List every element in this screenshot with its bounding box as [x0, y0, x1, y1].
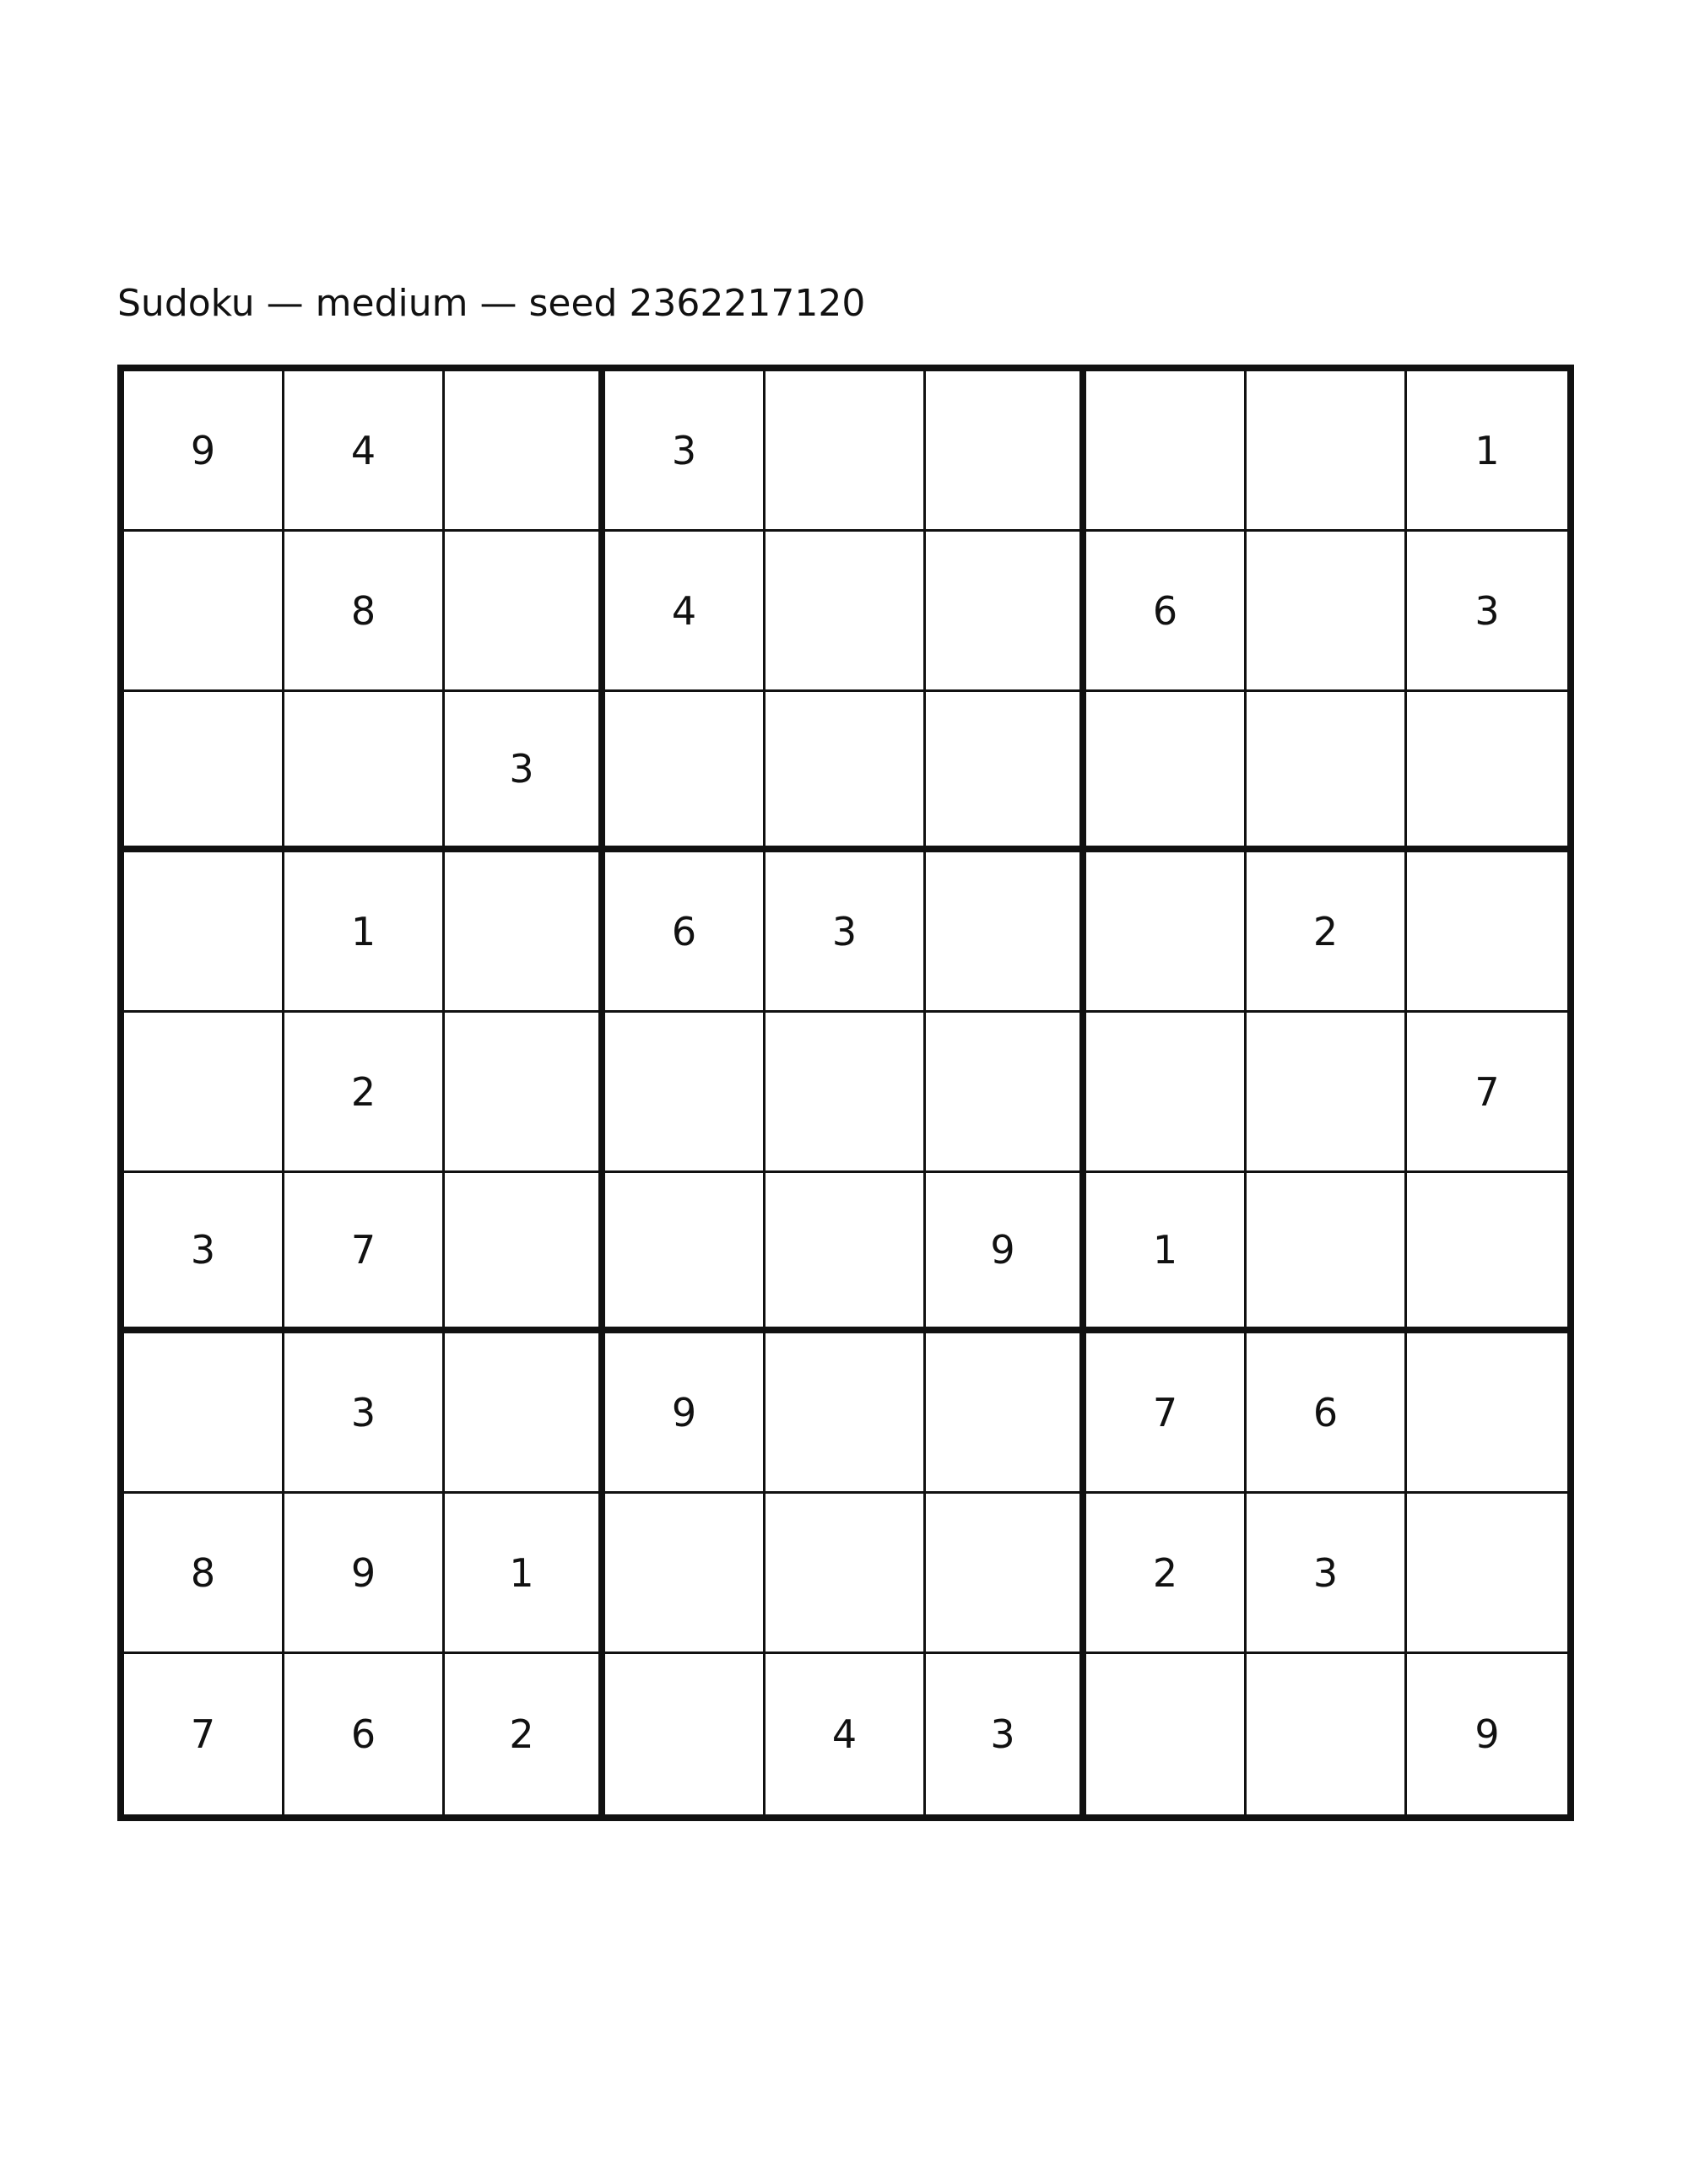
sudoku-cell-r7-c1[interactable]	[124, 1333, 284, 1494]
sudoku-cell-r6-c3[interactable]	[445, 1173, 605, 1333]
sudoku-cell-r2-c7[interactable]: 6	[1086, 532, 1247, 692]
sudoku-cell-r6-c8[interactable]	[1247, 1173, 1407, 1333]
sudoku-cell-r3-c4[interactable]	[605, 692, 766, 852]
sudoku-cell-r8-c5[interactable]	[766, 1494, 926, 1654]
sudoku-cell-r1-c6[interactable]	[926, 371, 1086, 532]
sudoku-cell-r8-c1[interactable]: 8	[124, 1494, 284, 1654]
sudoku-cell-r5-c6[interactable]	[926, 1013, 1086, 1173]
sudoku-cell-r3-c1[interactable]	[124, 692, 284, 852]
sudoku-cell-r4-c3[interactable]	[445, 852, 605, 1013]
sudoku-cell-r3-c6[interactable]	[926, 692, 1086, 852]
sudoku-cell-r5-c4[interactable]	[605, 1013, 766, 1173]
sudoku-cell-r1-c3[interactable]	[445, 371, 605, 532]
sudoku-cell-r9-c3[interactable]: 2	[445, 1654, 605, 1814]
sudoku-cell-r6-c5[interactable]	[766, 1173, 926, 1333]
sudoku-cell-r9-c9[interactable]: 9	[1474, 1711, 1500, 1757]
sudoku-cell-r6-c1[interactable]: 3	[124, 1173, 284, 1333]
sudoku-cell-r4-c5[interactable]: 3	[766, 852, 926, 1013]
sudoku-cell-r3-c2[interactable]	[284, 692, 445, 852]
sudoku-cell-r7-c3[interactable]	[445, 1333, 605, 1494]
sudoku-cell-r8-c6[interactable]	[926, 1494, 1086, 1654]
sudoku-cell-r4-c4[interactable]: 6	[605, 852, 766, 1013]
sudoku-cell-r6-c4[interactable]	[605, 1173, 766, 1333]
sudoku-cell-r5-c3[interactable]	[445, 1013, 605, 1173]
sudoku-cell-r1-c8[interactable]	[1247, 371, 1407, 532]
sudoku-cell-r2-c8[interactable]	[1247, 532, 1407, 692]
sudoku-cell-r1-c9[interactable]: 1	[1407, 371, 1567, 532]
sudoku-cell-r5-c1[interactable]	[124, 1013, 284, 1173]
sudoku-cell-r4-c2[interactable]: 1	[284, 852, 445, 1013]
sudoku-cell-r7-c6[interactable]	[926, 1333, 1086, 1494]
sudoku-cell-r3-c8[interactable]	[1247, 692, 1407, 852]
sudoku-cell-r7-c9[interactable]	[1407, 1333, 1567, 1494]
sudoku-cell-r9-c1[interactable]: 7	[124, 1654, 284, 1814]
sudoku-cell-r9-c8[interactable]	[1247, 1654, 1407, 1814]
sudoku-cell-r2-c5[interactable]	[766, 532, 926, 692]
sudoku-cell-r5-c8[interactable]	[1247, 1013, 1407, 1173]
sudoku-cell-r9-c5[interactable]: 4	[766, 1654, 926, 1814]
sudoku-cell-r9-c4[interactable]	[605, 1654, 766, 1814]
sudoku-cell-r8-c7[interactable]: 2	[1086, 1494, 1247, 1654]
sudoku-cell-r1-c7[interactable]	[1086, 371, 1247, 532]
sudoku-cell-r9-c7[interactable]	[1086, 1654, 1247, 1814]
sudoku-cell-r5-c9[interactable]: 7	[1407, 1013, 1567, 1173]
sudoku-cell-r6-c9[interactable]	[1407, 1173, 1567, 1333]
sudoku-cell-r4-c7[interactable]	[1086, 852, 1247, 1013]
sudoku-cell-r7-c8[interactable]: 6	[1247, 1333, 1407, 1494]
puzzle-title: Sudoku — medium — seed 2362217120	[117, 282, 866, 325]
sudoku-cell-r2-c3[interactable]	[445, 532, 605, 692]
sudoku-cell-r6-c2[interactable]: 7	[284, 1173, 445, 1333]
sudoku-cell-r4-c1[interactable]	[124, 852, 284, 1013]
sudoku-cell-r8-c8[interactable]: 3	[1247, 1494, 1407, 1654]
sudoku-cell-r9-c2[interactable]: 6	[284, 1654, 445, 1814]
sudoku-cell-r4-c6[interactable]	[926, 852, 1086, 1013]
sudoku-cell-r1-c1[interactable]: 9	[124, 371, 284, 532]
sudoku-cell-r9-c6[interactable]: 3	[926, 1654, 1086, 1814]
sudoku-cell-r2-c6[interactable]	[926, 532, 1086, 692]
sudoku-cell-r2-c2[interactable]: 8	[284, 532, 445, 692]
sudoku-cell-r6-c6[interactable]: 9	[926, 1173, 1086, 1333]
sudoku-cell-r2-c1[interactable]	[124, 532, 284, 692]
sudoku-cell-r5-c7[interactable]	[1086, 1013, 1247, 1173]
sudoku-cell-r7-c5[interactable]	[766, 1333, 926, 1494]
sudoku-cell-r8-c4[interactable]	[605, 1494, 766, 1654]
sudoku-cell-r1-c5[interactable]	[766, 371, 926, 532]
sudoku-cell-r2-c4[interactable]: 4	[605, 532, 766, 692]
sudoku-cell-r6-c7[interactable]: 1	[1086, 1173, 1247, 1333]
sudoku-cell-r5-c2[interactable]: 2	[284, 1013, 445, 1173]
sudoku-cell-r5-c5[interactable]	[766, 1013, 926, 1173]
sudoku-cell-r7-c4[interactable]: 9	[605, 1333, 766, 1494]
sudoku-cell-r1-c4[interactable]: 3	[605, 371, 766, 532]
sudoku-board	[117, 365, 1574, 1821]
sudoku-cell-r7-c7[interactable]: 7	[1086, 1333, 1247, 1494]
sudoku-cell-r4-c8[interactable]: 2	[1247, 852, 1407, 1013]
sudoku-cell-r3-c9[interactable]	[1407, 692, 1567, 852]
sudoku-cell-r3-c7[interactable]	[1086, 692, 1247, 852]
sudoku-cell-r3-c3[interactable]: 3	[445, 692, 605, 852]
sudoku-cell-r2-c9[interactable]: 3	[1407, 532, 1567, 692]
sudoku-cell-r8-c3[interactable]: 1	[445, 1494, 605, 1654]
sudoku-cell-r3-c5[interactable]	[766, 692, 926, 852]
sudoku-cell-r8-c2[interactable]: 9	[284, 1494, 445, 1654]
sudoku-cell-r7-c2[interactable]: 3	[284, 1333, 445, 1494]
sudoku-cell-r8-c9[interactable]	[1407, 1494, 1567, 1654]
sudoku-cell-r1-c2[interactable]: 4	[284, 371, 445, 532]
sudoku-cell-r4-c9[interactable]	[1407, 852, 1567, 1013]
